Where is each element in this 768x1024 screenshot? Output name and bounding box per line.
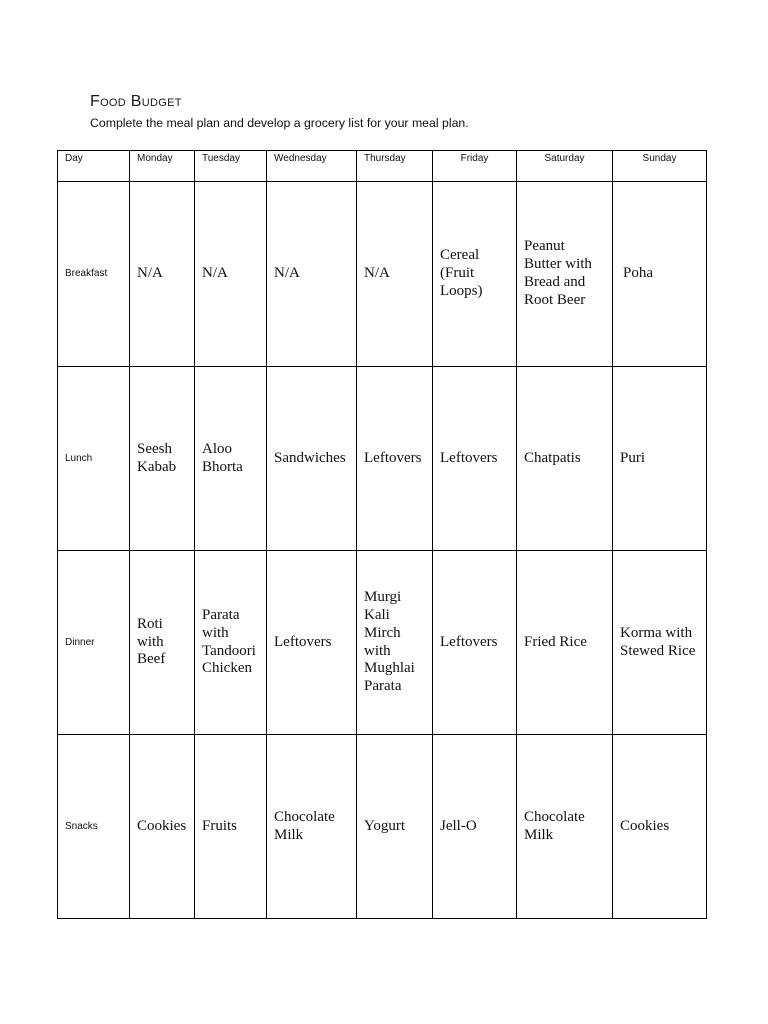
cell-lunch-sunday: Puri: [613, 367, 707, 551]
cell-breakfast-wednesday: N/A: [267, 182, 357, 367]
column-header-monday: Monday: [130, 151, 195, 182]
cell-lunch-wednesday: Sandwiches: [267, 367, 357, 551]
column-header-saturday: Saturday: [517, 151, 613, 182]
cell-dinner-thursday: Murgi Kali Mirch with Mughlai Parata: [357, 551, 433, 735]
cell-lunch-thursday: Leftovers: [357, 367, 433, 551]
header-row: [58, 151, 707, 182]
cell-lunch-monday: Seesh Kabab: [130, 367, 195, 551]
cell-lunch-saturday: Chatpatis: [517, 367, 613, 551]
cell-snacks-friday: Jell-O: [433, 735, 517, 919]
row-label-breakfast: Breakfast: [58, 182, 130, 367]
cell-dinner-sunday: Korma with Stewed Rice: [613, 551, 707, 735]
cell-breakfast-monday: N/A: [130, 182, 195, 367]
cell-breakfast-sunday: Poha: [613, 182, 707, 367]
column-header-thursday: Thursday: [357, 151, 433, 182]
cell-breakfast-thursday: N/A: [357, 182, 433, 367]
cell-snacks-wednesday: Chocolate Milk: [267, 735, 357, 919]
cell-dinner-wednesday: Leftovers: [267, 551, 357, 735]
column-header-day: Day: [58, 151, 130, 182]
cell-lunch-tuesday: Aloo Bhorta: [195, 367, 267, 551]
row-label-dinner: Dinner: [58, 551, 130, 735]
breakfast-row: [58, 182, 707, 367]
column-header-friday: Friday: [433, 151, 517, 182]
column-header-tuesday: Tuesday: [195, 151, 267, 182]
cell-dinner-saturday: Fried Rice: [517, 551, 613, 735]
cell-breakfast-friday: Cereal (Fruit Loops): [433, 182, 517, 367]
cell-dinner-monday: Roti with Beef: [130, 551, 195, 735]
cell-dinner-friday: Leftovers: [433, 551, 517, 735]
cell-lunch-friday: Leftovers: [433, 367, 517, 551]
cell-snacks-monday: Cookies: [130, 735, 195, 919]
lunch-row: [58, 367, 707, 551]
dinner-row: [58, 551, 707, 735]
column-header-sunday: Sunday: [613, 151, 707, 182]
document-instructions: Complete the meal plan and develop a grocery list for your meal plan.: [90, 116, 469, 130]
cell-snacks-saturday: Chocolate Milk: [517, 735, 613, 919]
meal-plan-table: [57, 150, 707, 919]
cell-snacks-thursday: Yogurt: [357, 735, 433, 919]
cell-snacks-tuesday: Fruits: [195, 735, 267, 919]
column-header-wednesday: Wednesday: [267, 151, 357, 182]
cell-dinner-tuesday: Parata with Tandoori Chicken: [195, 551, 267, 735]
document-title: Food Budget: [90, 93, 182, 110]
snacks-row: [58, 735, 707, 919]
cell-breakfast-tuesday: N/A: [195, 182, 267, 367]
row-label-lunch: Lunch: [58, 367, 130, 551]
cell-breakfast-saturday: Peanut Butter with Bread and Root Beer: [517, 182, 613, 367]
row-label-snacks: Snacks: [58, 735, 130, 919]
cell-snacks-sunday: Cookies: [613, 735, 707, 919]
